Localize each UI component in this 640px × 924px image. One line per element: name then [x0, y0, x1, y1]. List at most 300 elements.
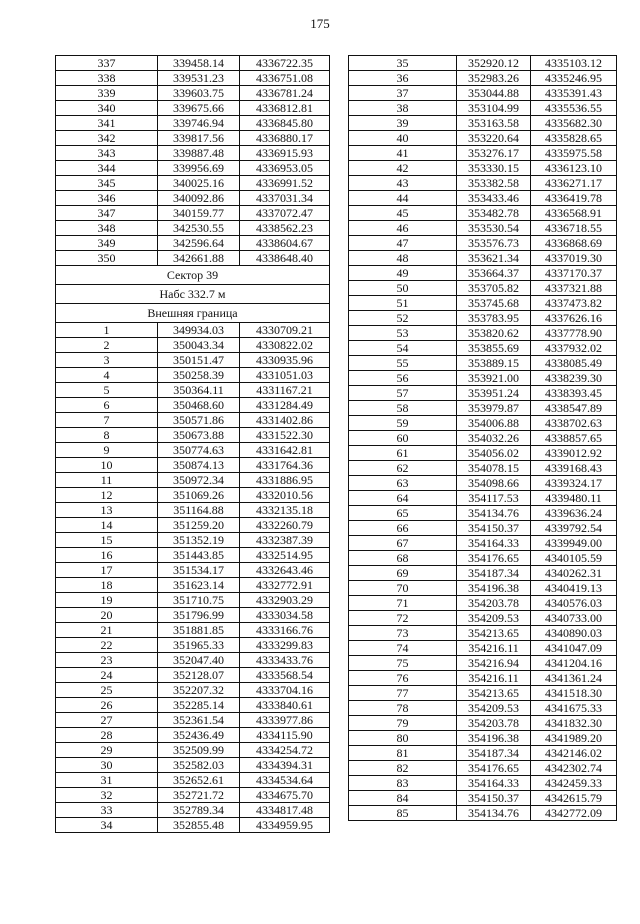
x-coordinate: 353889.15 [457, 356, 531, 371]
point-number: 340 [56, 101, 158, 116]
table-row [56, 71, 330, 86]
y-coordinate: 4334959.95 [240, 818, 330, 833]
x-coordinate: 354196.38 [457, 731, 531, 746]
table-row [56, 683, 330, 698]
table-row [349, 191, 617, 206]
y-coordinate: 4332135.18 [240, 503, 330, 518]
point-number: 70 [349, 581, 457, 596]
y-coordinate: 4336722.35 [240, 56, 330, 71]
table-row [349, 671, 617, 686]
x-coordinate: 339531.23 [158, 71, 240, 86]
y-coordinate: 4335391.43 [531, 86, 617, 101]
x-coordinate: 352855.48 [158, 818, 240, 833]
table-row [56, 473, 330, 488]
y-coordinate: 4341204.16 [531, 656, 617, 671]
x-coordinate: 350571.86 [158, 413, 240, 428]
y-coordinate: 4334817.48 [240, 803, 330, 818]
x-coordinate: 352361.54 [158, 713, 240, 728]
point-number: 47 [349, 236, 457, 251]
x-coordinate: 353276.17 [457, 146, 531, 161]
table-row [56, 488, 330, 503]
y-coordinate: 4336915.93 [240, 146, 330, 161]
table-row [56, 353, 330, 368]
table-row [56, 638, 330, 653]
point-number: 85 [349, 806, 457, 821]
table-row [349, 281, 617, 296]
y-coordinate: 4336568.91 [531, 206, 617, 221]
table-row [349, 326, 617, 341]
point-number: 52 [349, 311, 457, 326]
point-number: 80 [349, 731, 457, 746]
y-coordinate: 4331167.21 [240, 383, 330, 398]
x-coordinate: 351796.99 [158, 608, 240, 623]
table-row [349, 356, 617, 371]
y-coordinate: 4331886.95 [240, 473, 330, 488]
point-number: 346 [56, 191, 158, 206]
point-number: 32 [56, 788, 158, 803]
y-coordinate: 4338604.67 [240, 236, 330, 251]
x-coordinate: 353220.64 [457, 131, 531, 146]
y-coordinate: 4341675.33 [531, 701, 617, 716]
x-coordinate: 351710.75 [158, 593, 240, 608]
point-number: 2 [56, 338, 158, 353]
table-row [349, 311, 617, 326]
x-coordinate: 353433.46 [457, 191, 531, 206]
point-number: 25 [56, 683, 158, 698]
point-number: 348 [56, 221, 158, 236]
x-coordinate: 354209.53 [457, 701, 531, 716]
point-number: 66 [349, 521, 457, 536]
y-coordinate: 4340576.03 [531, 596, 617, 611]
x-coordinate: 350468.60 [158, 398, 240, 413]
y-coordinate: 4339168.43 [531, 461, 617, 476]
table-row [56, 773, 330, 788]
x-coordinate: 353705.82 [457, 281, 531, 296]
y-coordinate: 4333166.76 [240, 623, 330, 638]
x-coordinate: 351881.85 [158, 623, 240, 638]
y-coordinate: 4336751.08 [240, 71, 330, 86]
y-coordinate: 4341989.20 [531, 731, 617, 746]
x-coordinate: 353576.73 [457, 236, 531, 251]
table-row [349, 581, 617, 596]
sector-title: Сектор 39 [56, 266, 330, 285]
point-number: 347 [56, 206, 158, 221]
x-coordinate: 352207.32 [158, 683, 240, 698]
point-number: 14 [56, 518, 158, 533]
x-coordinate: 352721.72 [158, 788, 240, 803]
y-coordinate: 4334115.90 [240, 728, 330, 743]
x-coordinate: 351259.20 [158, 518, 240, 533]
point-number: 20 [56, 608, 158, 623]
point-number: 44 [349, 191, 457, 206]
point-number: 45 [349, 206, 457, 221]
x-coordinate: 354150.37 [457, 521, 531, 536]
y-coordinate: 4339792.54 [531, 521, 617, 536]
table-row [349, 146, 617, 161]
point-number: 343 [56, 146, 158, 161]
x-coordinate: 351164.88 [158, 503, 240, 518]
point-number: 33 [56, 803, 158, 818]
x-coordinate: 339458.14 [158, 56, 240, 71]
y-coordinate: 4333299.83 [240, 638, 330, 653]
y-coordinate: 4338393.45 [531, 386, 617, 401]
point-number: 37 [349, 86, 457, 101]
x-coordinate: 354209.53 [457, 611, 531, 626]
table-row [56, 443, 330, 458]
y-coordinate: 4340419.13 [531, 581, 617, 596]
x-coordinate: 354213.65 [457, 686, 531, 701]
y-coordinate: 4342615.79 [531, 791, 617, 806]
y-coordinate: 4337778.90 [531, 326, 617, 341]
x-coordinate: 339603.75 [158, 86, 240, 101]
x-coordinate: 354213.65 [457, 626, 531, 641]
y-coordinate: 4338547.89 [531, 401, 617, 416]
y-coordinate: 4341361.24 [531, 671, 617, 686]
x-coordinate: 351623.14 [158, 578, 240, 593]
point-number: 48 [349, 251, 457, 266]
point-number: 4 [56, 368, 158, 383]
table-row [349, 416, 617, 431]
x-coordinate: 352128.07 [158, 668, 240, 683]
y-coordinate: 4336880.17 [240, 131, 330, 146]
x-coordinate: 351965.33 [158, 638, 240, 653]
table-row [349, 56, 617, 71]
table-row [56, 323, 330, 338]
point-number: 19 [56, 593, 158, 608]
table-row [56, 743, 330, 758]
y-coordinate: 4334534.64 [240, 773, 330, 788]
point-number: 41 [349, 146, 457, 161]
point-number: 30 [56, 758, 158, 773]
table-row [349, 776, 617, 791]
point-number: 65 [349, 506, 457, 521]
boundary-label: Внешняя граница [56, 304, 330, 323]
point-number: 15 [56, 533, 158, 548]
y-coordinate: 4336991.52 [240, 176, 330, 191]
point-number: 49 [349, 266, 457, 281]
left-coordinates-table [55, 55, 330, 833]
boundary-label-row [56, 304, 330, 323]
x-coordinate: 339956.69 [158, 161, 240, 176]
sector-header [56, 266, 330, 323]
y-coordinate: 4338085.49 [531, 356, 617, 371]
y-coordinate: 4337170.37 [531, 266, 617, 281]
x-coordinate: 350043.34 [158, 338, 240, 353]
table-row [349, 236, 617, 251]
x-coordinate: 353621.34 [457, 251, 531, 266]
table-row [349, 536, 617, 551]
y-coordinate: 4342146.02 [531, 746, 617, 761]
point-number: 8 [56, 428, 158, 443]
point-number: 341 [56, 116, 158, 131]
x-coordinate: 354203.78 [457, 596, 531, 611]
y-coordinate: 4338648.40 [240, 251, 330, 266]
x-coordinate: 354176.65 [457, 761, 531, 776]
table-row [349, 656, 617, 671]
y-coordinate: 4341518.30 [531, 686, 617, 701]
x-coordinate: 354056.02 [457, 446, 531, 461]
x-coordinate: 354187.34 [457, 746, 531, 761]
table-row [56, 161, 330, 176]
x-coordinate: 340092.86 [158, 191, 240, 206]
x-coordinate: 353820.62 [457, 326, 531, 341]
table-row [349, 626, 617, 641]
table-row [56, 803, 330, 818]
x-coordinate: 352047.40 [158, 653, 240, 668]
x-coordinate: 354098.66 [457, 476, 531, 491]
y-coordinate: 4340262.31 [531, 566, 617, 581]
x-coordinate: 350258.39 [158, 368, 240, 383]
point-number: 58 [349, 401, 457, 416]
table-row [56, 593, 330, 608]
point-number: 338 [56, 71, 158, 86]
y-coordinate: 4333977.86 [240, 713, 330, 728]
x-coordinate: 351534.17 [158, 563, 240, 578]
y-coordinate: 4332260.79 [240, 518, 330, 533]
point-number: 18 [56, 578, 158, 593]
point-number: 42 [349, 161, 457, 176]
table-row [349, 806, 617, 821]
table-row [56, 251, 330, 266]
x-coordinate: 353163.58 [457, 116, 531, 131]
point-number: 6 [56, 398, 158, 413]
x-coordinate: 353745.68 [457, 296, 531, 311]
point-number: 56 [349, 371, 457, 386]
table-row [56, 131, 330, 146]
x-coordinate: 354032.26 [457, 431, 531, 446]
y-coordinate: 4337932.02 [531, 341, 617, 356]
table-row [56, 533, 330, 548]
x-coordinate: 354164.33 [457, 776, 531, 791]
y-coordinate: 4331402.86 [240, 413, 330, 428]
point-number: 78 [349, 701, 457, 716]
x-coordinate: 354117.53 [457, 491, 531, 506]
y-coordinate: 4330709.21 [240, 323, 330, 338]
point-number: 31 [56, 773, 158, 788]
x-coordinate: 340025.16 [158, 176, 240, 191]
y-coordinate: 4333840.61 [240, 698, 330, 713]
x-coordinate: 352436.49 [158, 728, 240, 743]
left-table-bottom-rows [56, 323, 330, 833]
x-coordinate: 350673.88 [158, 428, 240, 443]
table-row [56, 116, 330, 131]
table-row [56, 368, 330, 383]
point-number: 72 [349, 611, 457, 626]
table-row [56, 398, 330, 413]
table-row [349, 161, 617, 176]
point-number: 26 [56, 698, 158, 713]
y-coordinate: 4338562.23 [240, 221, 330, 236]
point-number: 337 [56, 56, 158, 71]
point-number: 28 [56, 728, 158, 743]
x-coordinate: 353382.58 [457, 176, 531, 191]
table-row [56, 608, 330, 623]
table-row [56, 101, 330, 116]
y-coordinate: 4331284.49 [240, 398, 330, 413]
table-row [349, 371, 617, 386]
point-number: 62 [349, 461, 457, 476]
table-row [349, 116, 617, 131]
point-number: 23 [56, 653, 158, 668]
x-coordinate: 350151.47 [158, 353, 240, 368]
x-coordinate: 354176.65 [457, 551, 531, 566]
point-number: 10 [56, 458, 158, 473]
y-coordinate: 4334254.72 [240, 743, 330, 758]
point-number: 34 [56, 818, 158, 833]
table-row [56, 518, 330, 533]
point-number: 36 [349, 71, 457, 86]
x-coordinate: 354078.15 [457, 461, 531, 476]
x-coordinate: 352983.26 [457, 71, 531, 86]
table-row [56, 758, 330, 773]
y-coordinate: 4333034.58 [240, 608, 330, 623]
x-coordinate: 352285.14 [158, 698, 240, 713]
point-number: 81 [349, 746, 457, 761]
table-row [56, 206, 330, 221]
point-number: 3 [56, 353, 158, 368]
x-coordinate: 354187.34 [457, 566, 531, 581]
table-row [349, 731, 617, 746]
table-row [56, 548, 330, 563]
x-coordinate: 353664.37 [457, 266, 531, 281]
table-row [56, 338, 330, 353]
table-row [349, 206, 617, 221]
x-coordinate: 353783.95 [457, 311, 531, 326]
y-coordinate: 4337321.88 [531, 281, 617, 296]
point-number: 59 [349, 416, 457, 431]
point-number: 342 [56, 131, 158, 146]
x-coordinate: 350774.63 [158, 443, 240, 458]
x-coordinate: 354164.33 [457, 536, 531, 551]
point-number: 11 [56, 473, 158, 488]
point-number: 84 [349, 791, 457, 806]
table-row [349, 341, 617, 356]
table-row [56, 578, 330, 593]
table-row [56, 623, 330, 638]
x-coordinate: 342596.64 [158, 236, 240, 251]
y-coordinate: 4339480.11 [531, 491, 617, 506]
table-row [56, 413, 330, 428]
left-table-top-rows [56, 56, 330, 266]
point-number: 17 [56, 563, 158, 578]
y-coordinate: 4335682.30 [531, 116, 617, 131]
table-row [349, 101, 617, 116]
point-number: 344 [56, 161, 158, 176]
table-row [56, 503, 330, 518]
y-coordinate: 4341832.30 [531, 716, 617, 731]
y-coordinate: 4342459.33 [531, 776, 617, 791]
table-row [56, 146, 330, 161]
y-coordinate: 4331522.30 [240, 428, 330, 443]
point-number: 82 [349, 761, 457, 776]
y-coordinate: 4335103.12 [531, 56, 617, 71]
y-coordinate: 4336812.81 [240, 101, 330, 116]
point-number: 345 [56, 176, 158, 191]
y-coordinate: 4336845.80 [240, 116, 330, 131]
y-coordinate: 4342772.09 [531, 806, 617, 821]
point-number: 43 [349, 176, 457, 191]
point-number: 349 [56, 236, 158, 251]
point-number: 7 [56, 413, 158, 428]
point-number: 74 [349, 641, 457, 656]
table-row [349, 296, 617, 311]
table-row [56, 86, 330, 101]
table-row [349, 86, 617, 101]
y-coordinate: 4330822.02 [240, 338, 330, 353]
right-table-rows [349, 56, 617, 821]
point-number: 54 [349, 341, 457, 356]
point-number: 71 [349, 596, 457, 611]
y-coordinate: 4332387.39 [240, 533, 330, 548]
y-coordinate: 4339012.92 [531, 446, 617, 461]
y-coordinate: 4338702.63 [531, 416, 617, 431]
table-row [349, 551, 617, 566]
point-number: 67 [349, 536, 457, 551]
point-number: 77 [349, 686, 457, 701]
point-number: 16 [56, 548, 158, 563]
x-coordinate: 352509.99 [158, 743, 240, 758]
x-coordinate: 339817.56 [158, 131, 240, 146]
point-number: 38 [349, 101, 457, 116]
y-coordinate: 4331764.36 [240, 458, 330, 473]
x-coordinate: 354216.11 [457, 671, 531, 686]
sector-title-row [56, 266, 330, 285]
x-coordinate: 354134.76 [457, 806, 531, 821]
table-row [349, 71, 617, 86]
y-coordinate: 4340890.03 [531, 626, 617, 641]
y-coordinate: 4336123.10 [531, 161, 617, 176]
table-row [349, 221, 617, 236]
table-row [349, 686, 617, 701]
point-number: 339 [56, 86, 158, 101]
point-number: 39 [349, 116, 457, 131]
x-coordinate: 353104.99 [457, 101, 531, 116]
x-coordinate: 353855.69 [457, 341, 531, 356]
table-row [349, 701, 617, 716]
table-row [349, 476, 617, 491]
y-coordinate: 4333704.16 [240, 683, 330, 698]
x-coordinate: 354196.38 [457, 581, 531, 596]
sector-height-row [56, 285, 330, 304]
table-row [349, 506, 617, 521]
y-coordinate: 4340105.59 [531, 551, 617, 566]
table-row [349, 446, 617, 461]
table-row [349, 566, 617, 581]
x-coordinate: 353921.00 [457, 371, 531, 386]
y-coordinate: 4336868.69 [531, 236, 617, 251]
table-row [349, 266, 617, 281]
point-number: 68 [349, 551, 457, 566]
y-coordinate: 4332903.29 [240, 593, 330, 608]
point-number: 13 [56, 503, 158, 518]
x-coordinate: 351443.85 [158, 548, 240, 563]
x-coordinate: 354006.88 [457, 416, 531, 431]
y-coordinate: 4336419.78 [531, 191, 617, 206]
point-number: 79 [349, 716, 457, 731]
x-coordinate: 353530.54 [457, 221, 531, 236]
point-number: 5 [56, 383, 158, 398]
y-coordinate: 4340733.00 [531, 611, 617, 626]
y-coordinate: 4331642.81 [240, 443, 330, 458]
x-coordinate: 354150.37 [457, 791, 531, 806]
table-row [56, 236, 330, 251]
point-number: 22 [56, 638, 158, 653]
point-number: 55 [349, 356, 457, 371]
y-coordinate: 4338239.30 [531, 371, 617, 386]
table-row [56, 698, 330, 713]
point-number: 51 [349, 296, 457, 311]
table-row [349, 641, 617, 656]
